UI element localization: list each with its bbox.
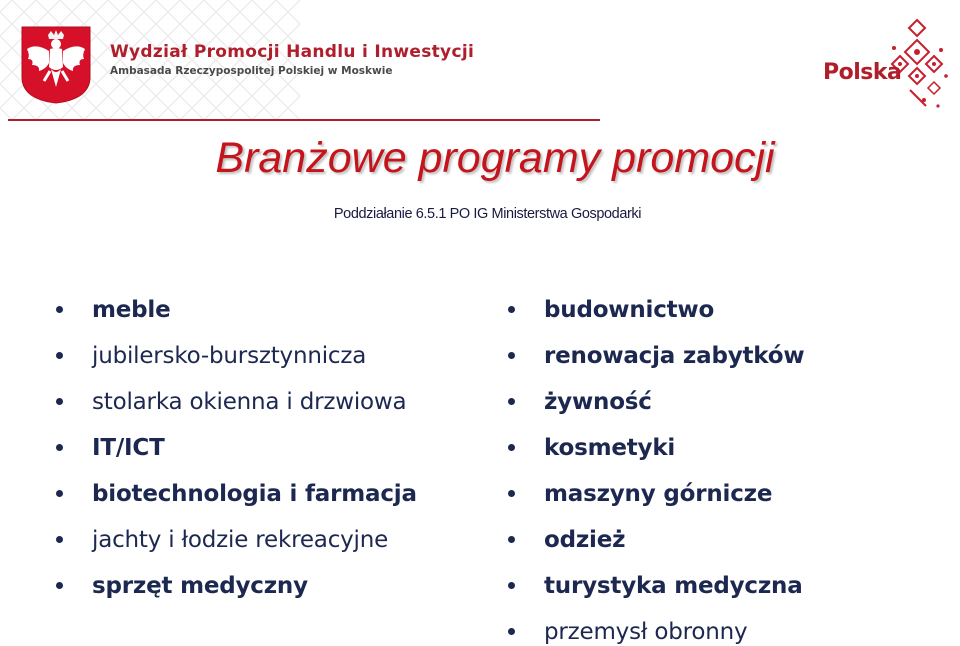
bullet-icon xyxy=(508,398,515,405)
list-item-label: maszyny górnicze xyxy=(544,481,773,507)
list-item-label: jachty i łodzie rekreacyjne xyxy=(92,527,389,553)
bullet-icon xyxy=(56,352,63,359)
bullet-icon xyxy=(56,490,63,497)
list-item xyxy=(508,333,804,379)
list-item xyxy=(508,563,804,609)
polish-eagle-emblem-icon xyxy=(20,25,92,105)
list-item-label: jubilersko-bursztynnicza xyxy=(92,343,367,369)
bullet-icon xyxy=(508,582,515,589)
list-item xyxy=(56,287,417,333)
bullet-icon xyxy=(56,536,63,543)
list-item xyxy=(508,425,804,471)
bullet-icon xyxy=(56,444,63,451)
list-item-label: sprzęt medyczny xyxy=(92,573,308,599)
list-item xyxy=(56,563,417,609)
list-item-label: renowacja zabytków xyxy=(544,343,805,369)
bullet-icon xyxy=(508,306,515,313)
bullet-icon xyxy=(56,398,63,405)
list-item-label: żywność xyxy=(544,389,652,415)
bullet-icon xyxy=(56,582,63,589)
list-item xyxy=(508,287,804,333)
list-item-label: stolarka okienna i drzwiowa xyxy=(92,389,407,415)
bullet-icon xyxy=(508,352,515,359)
list-item-label: odzież xyxy=(544,527,626,553)
list-item xyxy=(508,471,804,517)
list-item xyxy=(56,517,417,563)
ministry-title: Wydział Promocji Handlu i Inwestycji xyxy=(110,42,475,62)
list-item xyxy=(56,425,417,471)
bullet-icon xyxy=(508,536,515,543)
list-item-label: meble xyxy=(92,297,171,323)
list-item xyxy=(508,379,804,425)
list-item xyxy=(508,609,804,646)
header xyxy=(0,0,960,122)
slide-title: Branżowe programy promocji xyxy=(215,134,775,182)
list-item-label: biotechnologia i farmacja xyxy=(92,481,417,507)
list-item-label: turystyka medyczna xyxy=(544,573,803,599)
list-item-label: IT/ICT xyxy=(92,435,165,461)
bullet-icon xyxy=(508,490,515,497)
list-item xyxy=(56,471,417,517)
right-sector-list xyxy=(508,287,804,646)
slide-subtitle: Poddziałanie 6.5.1 PO IG Ministerstwa Gospodarki xyxy=(333,206,642,222)
list-item-label: budownictwo xyxy=(544,297,715,323)
bullet-icon xyxy=(508,628,515,635)
header-divider xyxy=(8,119,600,121)
list-item xyxy=(56,379,417,425)
list-item xyxy=(508,517,804,563)
ministry-subtitle: Ambasada Rzeczypospolitej Polskiej w Moskwie xyxy=(110,65,393,77)
ministry-block xyxy=(110,42,510,77)
bullet-icon xyxy=(56,306,63,313)
list-item-label: przemysł obronny xyxy=(544,619,748,645)
list-item-label: kosmetyki xyxy=(544,435,676,461)
list-item xyxy=(56,333,417,379)
bullet-icon xyxy=(508,444,515,451)
left-sector-list xyxy=(56,287,417,609)
polska-logo-text: Polska xyxy=(823,60,902,85)
